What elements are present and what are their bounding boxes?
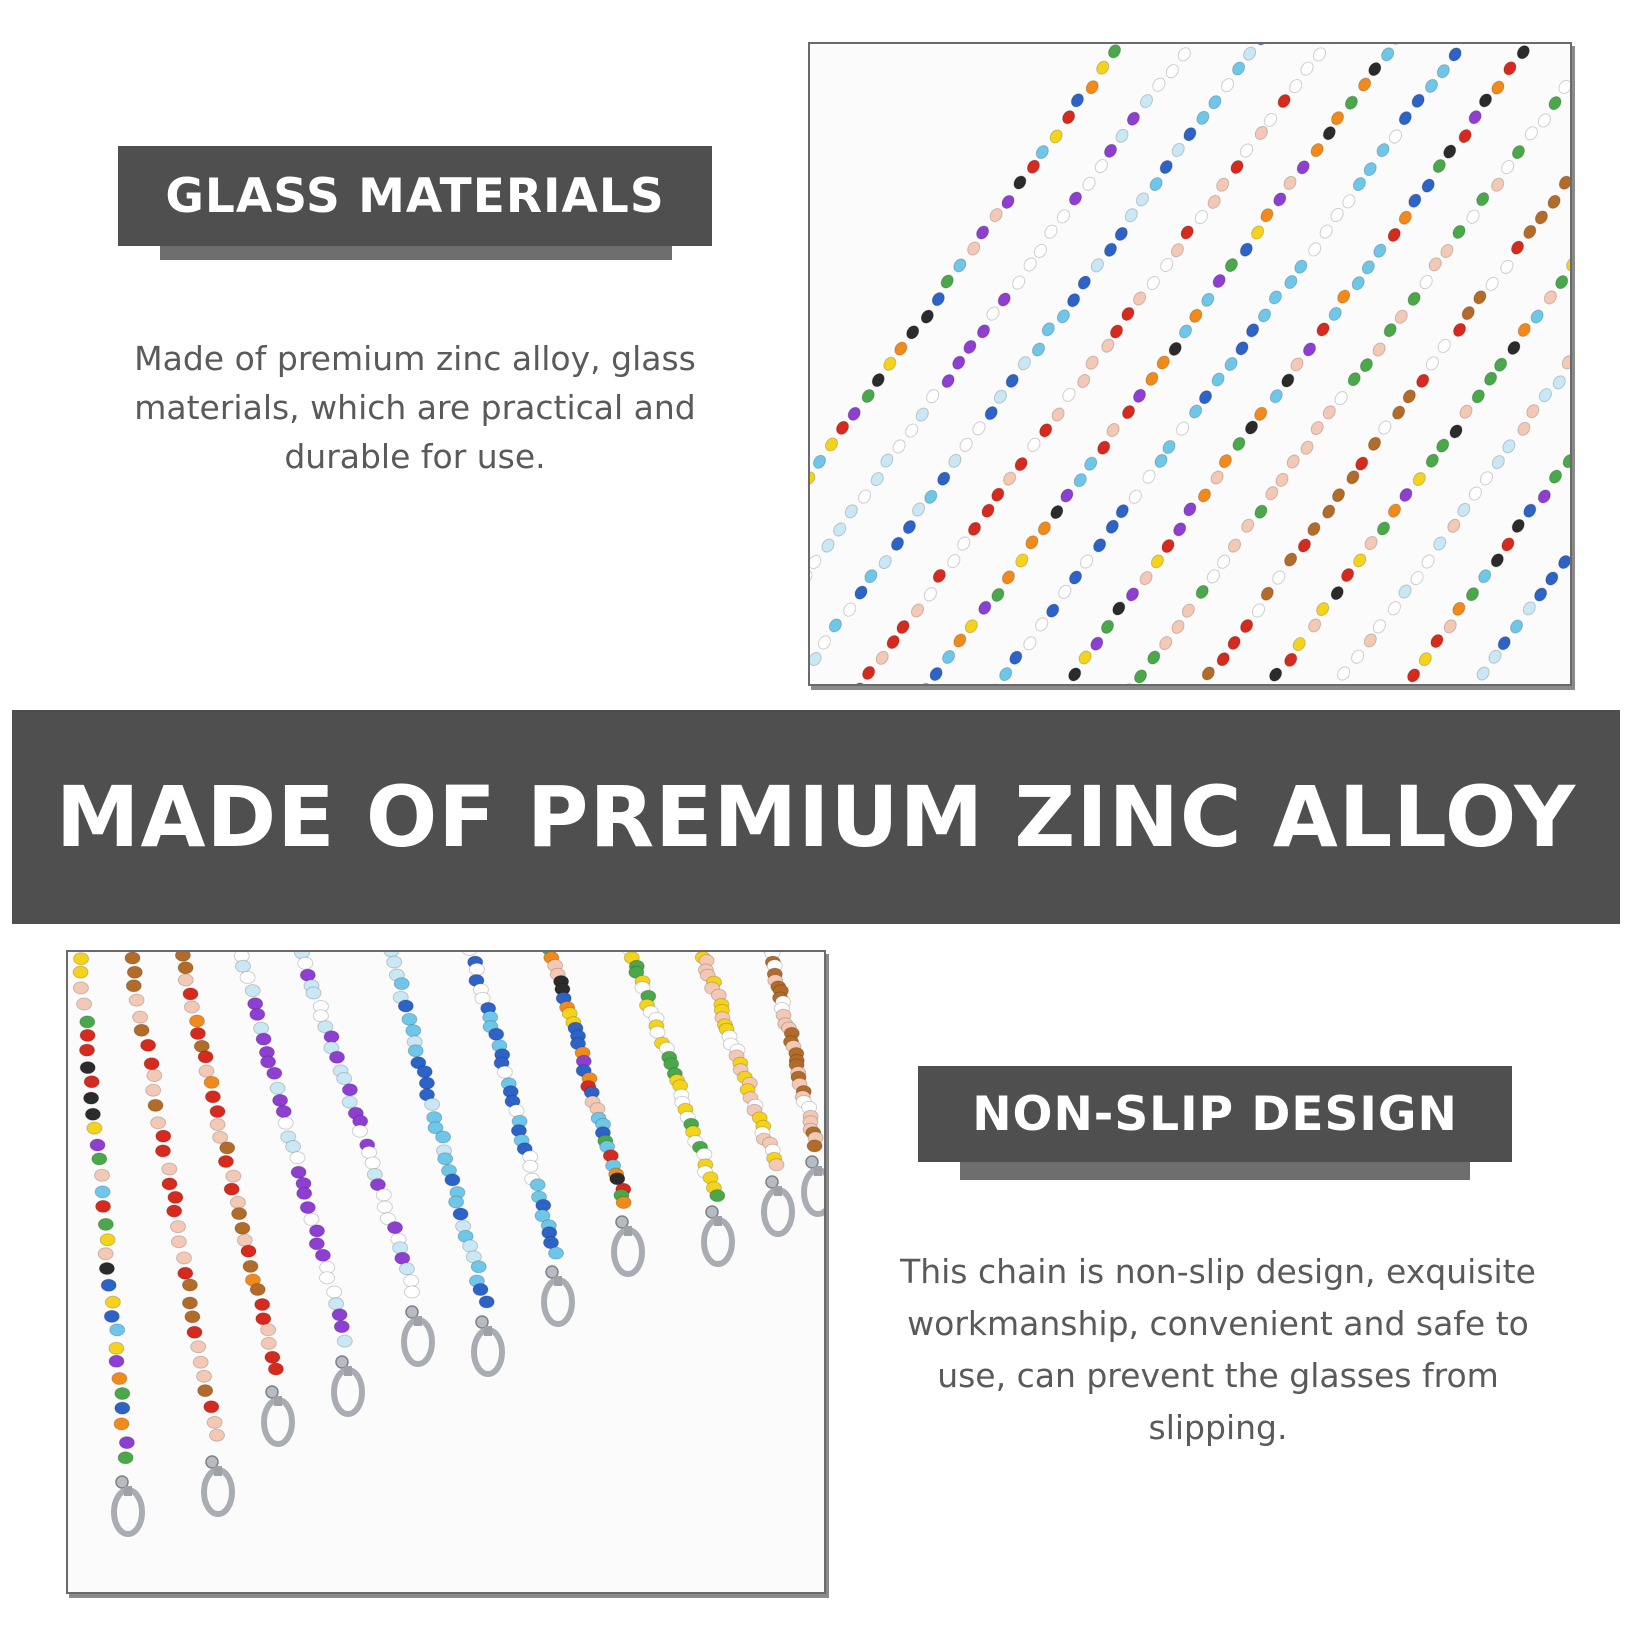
- hanging-strand: [73, 952, 142, 1534]
- glass-materials-title: GLASS MATERIALS: [165, 168, 665, 224]
- zinc-alloy-banner: [12, 710, 1620, 924]
- glass-materials-banner: [118, 146, 712, 246]
- hanging-strand: [229, 952, 362, 1414]
- non-slip-description: This chain is non-slip design, exquisite workmanship, convenient and safe to use, can prevent the glasses from slipping.: [900, 1252, 1536, 1447]
- hanging-strand: [759, 952, 824, 1214]
- bead-strand: [810, 44, 1283, 684]
- bead-strand: [827, 44, 1352, 684]
- beaded-chain-photo: [810, 44, 1570, 684]
- hanging-strand: [122, 952, 232, 1514]
- glass-beads-photo: [808, 42, 1572, 686]
- glass-materials-description: Made of premium zinc alloy, glass materials, which are practical and durable for use.: [134, 339, 696, 476]
- clasp-chains-photo: [66, 950, 826, 1594]
- zinc-alloy-title: MADE OF PREMIUM ZINC ALLOY: [55, 768, 1577, 866]
- bead-strand: [810, 44, 1216, 684]
- non-slip-title: NON-SLIP DESIGN: [972, 1086, 1458, 1142]
- hanging-strand: [168, 952, 292, 1444]
- lobster-clasp-photo: [68, 952, 824, 1592]
- non-slip-banner: [918, 1066, 1512, 1162]
